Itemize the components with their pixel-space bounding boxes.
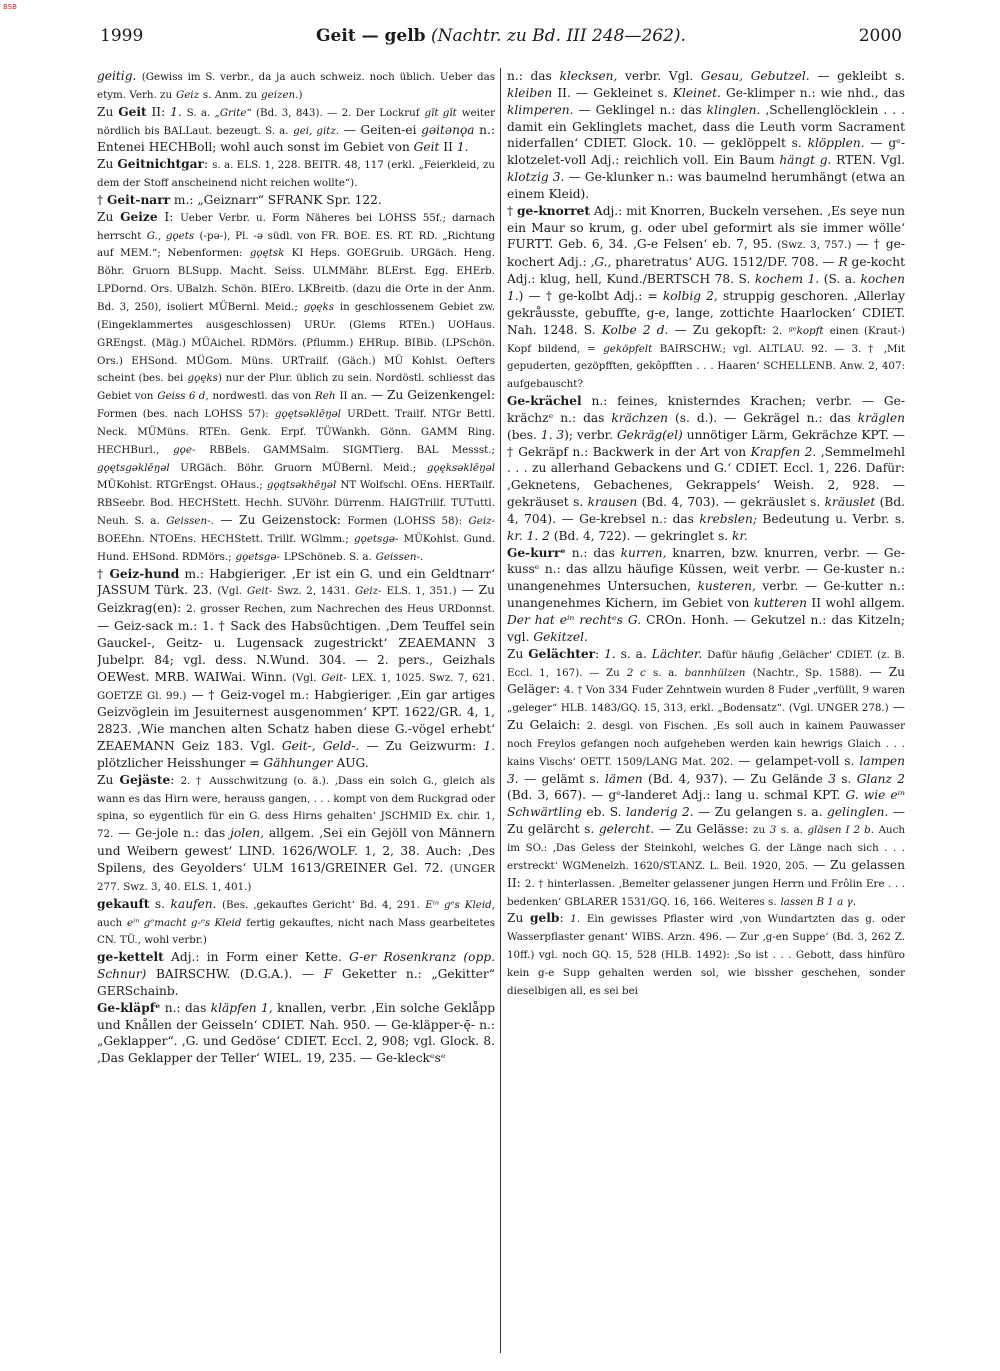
dictionary-entry: Zu Geize I: Ueber Verbr. u. Form Näheres bei LOHSS 55f.; darnach herrscht G., gǫets (-pə-), Pl. -ə südl. von FR. BOE. ES. RT. RD. „Richtung auf MEM.“; Nebenformen: gǫętsk KI Heps. GOEGruib. URGäch. Heng. Böhr. Gruorn BLSupp. Macht. Seiss. ULMMähr. BLErst. Egg. EHErb. LPDornd. Ors. UBalzh. Schön. BIEro. LKBreitb. (dazu die Orte in der Anm. Bd. 3, 250), isoliert MÜBernl. Meid.; gǫęks in geschlossenem Gebiet zw. (Eingeklammertes ausgeschlossen) URUr. (Glems RTEn.) UOHaus. GREngst. (Mäg.) MÜAichel. RDMörs. (Pflumm.) EHRup. BIBib. (LPSchön. Ors.) EHSond. MÜGom. Müns. URTrailf. (Gäch.) MÜ Kohlst. Oefters scheint (bes. bei gǫęks) nur der Plur. üblich zu sein. Nordöstl. schliesst das Gebiet von Geiss 6 d, nordwestl. das von Reh II an. — Zu Geizenkengel: Formen (bes. nach LOHSS 57): gǫętsəklēŋəl URDett. Trailf. NTGr Bettl. Neck. MÜMüns. RTEn. Genk. Erpf. TÜWankh. Gönn. GAMM Ring. HECHBurl., gǫe- RBBels. GAMMSalm. SIGMTierg. BAL Messst.; gǫętsgəklēŋəl URGäch. Böhr. Gruorn MÜBernl. Meid.; gǫęksəklēŋəl MÜKohlst. RTGrEngst. OHaus.; gǫątsəkhēŋəl NT Wolfschl. OEns. HERTailf. RBSeebr. Bod. HECHStett. Hechh. SUVöhr. Dürrenm. HAIGTrillf. TUTuttl. Neuh. S. a. Geissen-. — Zu Geizenstock: Formen (LOHSS 58): Geiz- BOEEhn. NTOEns. HECHStett. Trillf. WGlmm.; gǫetsgə- MÜKohlst. Gund. Hund. EHSond. RDMörs.; gǫetsgə- LPSchöneb. S. a. Geissen-.	[97, 209, 496, 563]
left-column	[97, 68, 500, 1353]
dictionary-entry: Zu Gelächter: 1. s. a. Lächter. Dafür häufig ‚Gelächer‘ CDIET. (z. B. Eccl. 1, 167). — Zu 2 c s. a. bannhülzen (Nachtr., Sp. 1588). — Zu Geläger: 4. † Von 334 Fuder Zehntwein wurden 8 Fuder „verfüllt, 9 waren „geleger“ HLB. 1483/GQ. 15, 313, erkl. „Bodensatz“. (Vgl. UNGER 278.) — Zu Gelaich: 2. desgl. von Fischen. ‚Es soll auch in kainem Pauwasser noch Freylos gefangen noch aufgeheben werden kain hewrigs Glaich . . . kains Vischs‘ OETT. 1509/LANG Mat. 202. — gelampet-voll s. lampen 3. — gelämt s. lämen (Bd. 4, 937). — Zu Gelände 3 s. Glanz 2 (Bd. 3, 667). — gᵉ-landeret Adj.: lang u. schmal KPT. G. wie eⁱⁿ Schwärtling eb. S. landerig 2. — Zu gelangen s. a. gelinglen. — Zu gelärcht s. gelercht. — Zu Gelässe: zu 3 s. a. gläsen I 2 b. Auch im SO.: ‚Das Geless der Steinkohl, welches G. der Länge nach sich . . . erstreckt‘ WGMenelzh. 1620/ST.ANZ. L. Beil. 1920, 205. — Zu gelassen II: 2. † hinterlassen. ‚Bemelter gelassener jungen Herrn und Frôlin Ere . . . bedenken‘ GBLARER 1531/GQ. 16, 166. Weiteres s. lassen B 1 a γ.	[507, 646, 905, 908]
right-column	[500, 68, 905, 1353]
running-subtitle: (Nachtr. zu Bd. III 248—262).	[430, 26, 686, 46]
dictionary-entry: Ge-kläpfᵉ n.: das kläpfen 1, knallen, verbr. ‚Ein solche Geklåpp und Knållen der Geisseln‘ CDIET. Nah. 950. — Ge-kläpper-ę̄- n.: „Geklapper“. ‚G. und Gedöse‘ CDIET. Eccl. 2, 908; vgl. Glock. 8. ‚Das Geklapper der Teller‘ WIEL. 19, 235. — Ge-kleckᵉsᵉ	[97, 1000, 495, 1066]
dictionary-entry: n.: das klecksen, verbr. Vgl. Gesau, Gebutzel. — gekleibt s. kleiben II. — Gekleinet s. Kleinet. Ge-klimper n.: wie nhd., das klimperen. — Geklingel n.: das klinglen. ‚Schellenglöcklein . . . damit ein Geklinglets machet, dass die Leuth vorm Sacrament niderfallen‘ CDIET. Glock. 10. — geklöppelt s. klöpplen. — gᵉ-klotzelet-voll Adj.: reichlich voll. Ein Baum hängt g. RTEN. Vgl. klotzig 3. — Ge-klunker n.: was baumelnd herumhängt (etwa an einem Kleid).	[507, 69, 905, 201]
page-number-right: 2000	[858, 26, 902, 46]
dictionary-entry: Zu Gejäste: 2. † Ausschwitzung (o. ä.). ‚Dass ein solch G., gleich als wann es das Hirn were, herauss gangen, . . . kompt von dem Ruckgrad oder spina, so eygentlich für ein G. dess Hirns gehalten‘ JSCHMID Ex. chir. 1, 72. — Ge-jole n.: das jolen, allgem. ‚Sei ein Gejöll von Männern und Weibern gewest‘ LIND. 1626/WOLF. 1, 2, 38. Auch: ‚Des Spilens, des Geyolders‘ ULM 1613/GREINER Gel. 72. (UNGER 277. Swz. 3, 40. ELS. 1, 401.)	[97, 772, 495, 893]
dictionary-entry: Zu Geit II: 1. S. a. „Grite“ (Bd. 3, 843). — 2. Der Lockruf gīt gīt weiter nördlich bis BALLaut. bezeugt. S. a. gei, gitz. — Geiten-ei gəitənǫa n.: Entenei HECHBoll; wohl auch sonst im Gebiet von Geit II 1.	[97, 104, 496, 155]
dictionary-body	[97, 68, 905, 1353]
dictionary-entry: † Geiz-hund m.: Habgieriger. ‚Er ist ein G. und ein Geldtnarr‘ JASSUM Türk. 23. (Vgl. Geit- Swz. 2, 1431. Geiz- ELS. 1, 351.) — Zu Geizkrag(en): 2. grosser Rechen, zum Nachrechen des Heus URDonnst. — Geiz-sack m.: 1. † Sack des Habsüchtigen. ‚Dem Teuffel sein Gauckel-, Geitz- u. Lugensack zugestrickt‘ ZEAEMANN 3 Jubelpr. 84; vgl. dess. N.Wund. 304. — 2. pers., Geizhals OEWest. MRB. WAIWai. Winn. (Vgl. Geit- LEX. 1, 1025. Swz. 7, 621. GOETZE Gl. 99.) — † Geiz-vogel m.: Habgieriger. ‚Ein gar artiges Geizvöglein im Jesuiternest ausgenommen‘ KPT. 1622/GR. 4, 1, 2823. ‚Wie manchen alten Schatz haben diese G.-vögel erhebt‘ ZEAEMANN Geiz 183. Vgl. Geit-, Geld-. — Zu Geizwurm: 1. plötzlicher Heisshunger = Gähhunger AUG.	[97, 566, 496, 770]
dictionary-entry: Ge-kurrᵉ n.: das kurren, knarren, bzw. knurren, verbr. — Ge-kussᵉ n.: das allzu häufige Küssen, weit verbr. — Ge-kuster n.: unangenehmes Untersuchen, kusteren, verbr. — Ge-kutter n.: unangenehmes Kichern, im Gebiet von kutteren II wohl allgem. Der hat eⁱⁿ rechtᵉs G. CROn. Honh. — Gekutzel n.: das Kitzeln; vgl. Gekitzel.	[507, 545, 905, 644]
dictionary-entry: ge-kettelt Adj.: in Form einer Kette. G-er Rosenkranz (opp. Schnur) BAIRSCHW. (D.G.A.). — F Geketter n.: „Gekitter“ GERSchainb.	[97, 950, 495, 998]
dictionary-entry: gekauft s. kaufen. (Bes. ‚gekauftes Gericht‘ Bd. 4, 291. Eⁱⁿ gᵉs Kleid, auch eⁱⁿ gᵉmacht g-ᵉs Kleid fertig gekauftes, nicht nach Mass gearbeitetes CN. TÜ., wohl verbr.)	[97, 896, 496, 947]
page-header	[100, 26, 902, 54]
running-title	[100, 26, 902, 46]
dictionary-entry: † ge-knorret Adj.: mit Knorren, Buckeln versehen. ‚Es seye nun ein Maur so krum, g. oder ubel geformirt als sie immer wölle‘ FURTT. Geb. 6, 34. ‚G-e Felsen‘ eb. 7, 95. (Swz. 3, 757.) — † ge-kochert Adj.: ‚G., pharetratus‘ AUG. 1512/DF. 708. — R ge-kocht Adj.: klug, hell, Kund./BERTSCH 78. S. kochem 1. (S. a. kochen 1.) — † ge-kolbt Adj.: = kolbig 2, struppig geschoren. ‚Allerlay gekråusste, gebuffte, g-e, lange, zottichte Haarlocken‘ CDIET. Nah. 1248. S. Kolbe 2 d. — Zu gekopft: 2. ᵍᵉkopft einen (Kraut-) Kopf bildend, = geköpfelt BAIRSCHW.; vgl. ALTLAU. 92. — 3. † ‚Mit gepuderten, gezöpfften, gekôpfften . . . Haaren‘ SCHELLENB. Anw. 2, 407: aufgebauscht?	[507, 203, 905, 391]
page-number-left: 1999	[100, 26, 144, 46]
library-watermark: BSB	[3, 3, 17, 11]
dictionary-entry: Zu gelb: 1. Ein gewisses Pflaster wird ‚von Wundartzten das g. oder Wasserpflaster genant‘ WIBS. Arzn. 496. — Zur ‚g-en Suppe‘ (Bd. 3, 262 Z. 10ff.) vgl. noch GQ. 15, 528 (HLB. 1492): ‚So ist . . . Gebott, dass hinfüro kein g-e Supp gehalten werden sol, wie bissher geschehen, sonder dieselbigen all, es sei bei	[507, 911, 905, 997]
dictionary-entry: geitig. (Gewiss im S. verbr., da ja auch schweiz. noch üblich. Ueber das etym. Verh. zu Geiz s. Anm. zu geizen.)	[97, 69, 496, 101]
dictionary-entry: Zu Geitnichtgar: s. a. ELS. 1, 228. BEITR. 48, 117 (erkl. „Feierkleid, zu dem der Stoff anscheinend nicht reichen wollte“).	[97, 157, 495, 190]
dictionary-entry: † Geit-narr m.: „Geiznarr“ SFRANK Spr. 122.	[97, 192, 382, 207]
dictionary-entry: Ge-krächel n.: feines, knisterndes Krachen; verbr. — Ge-krächzᵉ n.: das krächzen (s. d.). — Gekrägel n.: das kräglen (bes. 1. 3); verbr. Gekräg(el) unnötiger Lärm, Gekrächze KPT. — † Gekräpf n.: Backwerk in der Art von Krapfen 2. ‚Semmelmehl . . . zu allerhand Gebackens und G.‘ CDIET. Eccl. 1, 226. Dafür: ‚Geknetens, Gebachenes, Gekrappels‘ Weish. 2, 928. — gekräuset s. krausen (Bd. 4, 703). — gekräuslet s. kräuslet (Bd. 4, 704). — Ge-krebsel n.: das krebslen; Bedeutung u. Verbr. s. kr. 1. 2 (Bd. 4, 722). — gekringlet s. kr.	[507, 394, 905, 543]
running-headword: Geit — gelb	[316, 26, 426, 46]
